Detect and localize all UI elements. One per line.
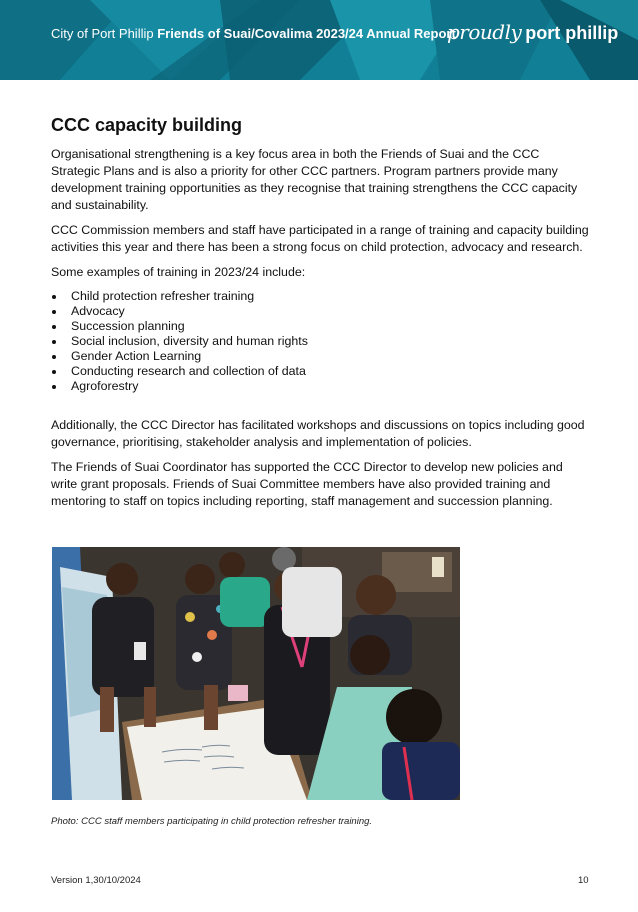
list-item: Gender Action Learning xyxy=(51,349,591,364)
main-content xyxy=(51,114,591,518)
list-item: Conducting research and collection of data xyxy=(51,364,591,379)
page-number: 10 xyxy=(578,875,589,886)
version-label: Version 1,30/10/2024 xyxy=(51,875,141,886)
paragraph: Organisational strengthening is a key focus area in both the Friends of Suai and the CCC Strategic Plans and is also a priority for other CCC partners. Program partners provide many development training opportunities as they recognise that training strengthens the CCC capacity and sustainability. xyxy=(51,147,578,212)
training-list xyxy=(51,289,591,394)
report-title: City of Port Phillip Friends of Suai/Covalima 2023/24 Annual Report xyxy=(51,26,456,41)
paragraph: The Friends of Suai Coordinator has supported the CCC Director to develop new policies and write grant proposals. Friends of Suai Committee members have also provided training and mentoring to staff on topics including reporting, staff management and succession planning. xyxy=(51,460,563,508)
proudly-port-phillip-logo xyxy=(447,20,618,44)
list-item: Social inclusion, diversity and human rights xyxy=(51,334,591,349)
list-item: Advocacy xyxy=(51,304,591,319)
page-header xyxy=(0,0,638,80)
list-item: Agroforestry xyxy=(51,379,591,394)
paragraph: Additionally, the CCC Director has facilitated workshops and discussions on topics including good governance, prioritising, stakeholder analysis and implementation of policies. xyxy=(51,418,585,449)
logo-bold-text: port phillip xyxy=(525,23,619,43)
photo-illustration xyxy=(52,547,460,800)
list-item: Succession planning xyxy=(51,319,591,334)
photo-caption: Photo: CCC staff members participating in child protection refresher training. xyxy=(51,816,373,827)
section-heading: CCC capacity building xyxy=(51,115,243,135)
training-photo xyxy=(52,547,460,800)
list-item: Child protection refresher training xyxy=(51,289,591,304)
logo-script-text: proudly xyxy=(447,20,522,44)
paragraph: Some examples of training in 2023/24 include: xyxy=(51,265,306,279)
paragraph: CCC Commission members and staff have participated in a range of training and capacity building activities this year and there has been a strong focus on child protection, advocacy and research. xyxy=(51,223,589,254)
